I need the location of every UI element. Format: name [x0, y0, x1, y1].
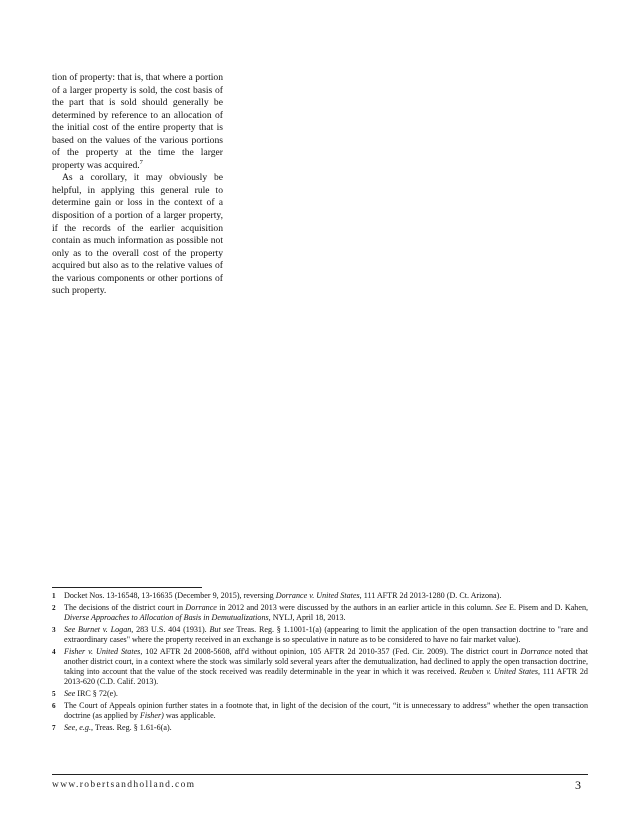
footnote-text: The Court of Appeals opinion further states in a footnote that, in light of the decision of the court, “it is unnecessary to address” whether the open transaction doctrine (as applied by Fisher) was applicable.	[64, 701, 588, 721]
footnote-divider	[52, 587, 202, 588]
footer-divider	[52, 774, 588, 775]
footnote-3	[52, 625, 588, 645]
footnote-7	[52, 723, 588, 733]
footnote-text: See Burnet v. Logan, 283 U.S. 404 (1931). But see Treas. Reg. § 1.1001-1(a) (appearing to limit the application of the open transaction doctrine to "rare and extraordinary cases" where the property received in an exchange is so speculative in nature as to be considered to have no fair market value).	[64, 624, 588, 644]
footnote-1	[52, 591, 588, 601]
body-paragraph-2: As a corollary, it may obviously be helpful, in applying this general rule to determine gain or loss in the context of a disposition of a portion of a larger property, if the records of the earlier acquisition contain as much information as possible not only as to the overall cost of the property acquired but also as to the relative values of the various components or other portions of such property.	[52, 172, 223, 297]
footnote-number: 5	[52, 690, 56, 699]
footer-website: www.robertsandholland.com	[52, 780, 196, 790]
footnote-text: Docket Nos. 13-16548, 13-16635 (December 9, 2015), reversing Dorrance v. United States, 111 AFTR 2d 2013-1280 (D. Ct. Arizona).	[64, 591, 502, 600]
footnote-number: 6	[52, 702, 56, 710]
footnote-number: 7	[52, 724, 56, 732]
footnote-number: 4	[52, 647, 56, 656]
body-paragraph-1	[52, 72, 223, 172]
footnote-2	[52, 603, 588, 623]
footnote-4	[52, 647, 588, 688]
footnotes-section	[52, 591, 588, 735]
footnote-number: 2	[52, 603, 56, 612]
footnote-number: 1	[52, 592, 56, 600]
footnote-5	[52, 689, 588, 699]
body-text-column	[52, 72, 223, 298]
footnote-text: See, e.g., Treas. Reg. § 1.61-6(a).	[64, 723, 172, 732]
footnote-text: Fisher v. United States, 102 AFTR 2d 2008-5608, aff'd without opinion, 105 AFTR 2d 2010-357 (Fed. Cir. 2009). The district court in Dorrance noted that another district court, in a context where the stock was similarly sold several years after the demutualization, had declined to apply the open transaction doctrine, taking into account that the value of the stock received was readily determinable in the year in which it was received. Reuben v. United States, 111 AFTR 2d 2013-620 (C.D. Calif. 2013).	[64, 646, 588, 687]
footnote-text: See IRC § 72(e).	[64, 689, 118, 699]
footnote-ref: 7	[139, 158, 143, 166]
footnote-text: The decisions of the district court in Dorrance in 2012 and 2013 were discussed by the authors in an earlier article in this column. See E. Pisem and D. Kahen, Diverse Approaches to Allocation of Basis in Demutualizations, NYLJ, April 18, 2013.	[64, 602, 589, 622]
footnote-number: 3	[52, 625, 56, 634]
page-number: 3	[575, 778, 581, 792]
paragraph-text: tion of property: that is, that where a portion of a larger property is sold, the cost basis of the part that is sold should generally be determined by reference to an allocation of the initial cost of the entire property that is based on the values of the various portions of the property at the time the larger property was acquired.	[52, 72, 223, 171]
footnote-6	[52, 701, 588, 721]
